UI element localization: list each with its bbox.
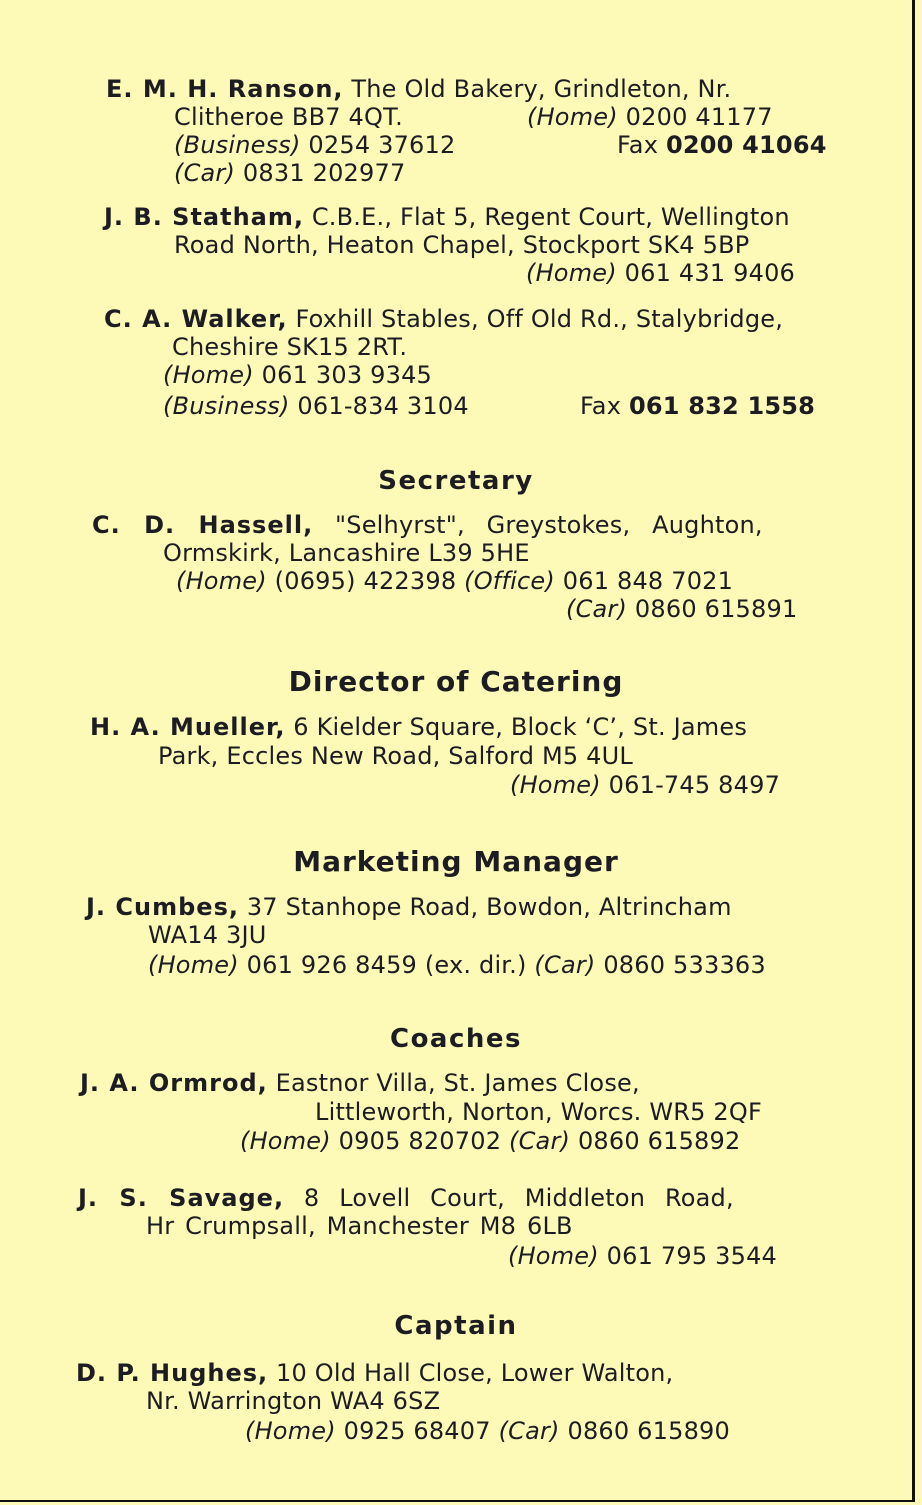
address-line: Littleworth, Norton, Worcs. WR5 2QF xyxy=(315,1098,762,1126)
phone-label: (Home) xyxy=(245,1417,336,1445)
person-name: J. A. Ormrod, xyxy=(80,1069,268,1097)
phone-number: 0860 615890 xyxy=(567,1417,730,1445)
person-name: J. B. Statham, xyxy=(104,203,304,231)
fax-label: Fax xyxy=(617,131,659,159)
address-line: 6 Kielder Square, Block ‘C’, St. James xyxy=(293,713,748,741)
phone-label: (Car) xyxy=(174,159,236,187)
address-line: Road North, Heaton Chapel, Stockport SK4 5BP xyxy=(174,231,750,259)
phone-number: 061 926 8459 (ex. dir.) xyxy=(246,951,527,979)
address-line: Park, Eccles New Road, Salford M5 4UL xyxy=(158,742,633,770)
phone-number: 0200 41177 xyxy=(625,103,773,131)
phone-label: (Car) xyxy=(498,1417,560,1445)
phone-number: 0860 615891 xyxy=(634,595,798,623)
phone-label: (Home) xyxy=(527,103,618,131)
person-name: E. M. H. Ranson, xyxy=(106,75,344,103)
address-line: C.B.E., Flat 5, Regent Court, Wellington xyxy=(311,203,790,231)
address-line: Cheshire SK15 2RT. xyxy=(172,333,408,361)
phone-number: 0831 202977 xyxy=(242,159,406,187)
address-line: Ormskirk, Lancashire L39 5HE xyxy=(163,539,530,567)
phone-number: (0695) 422398 xyxy=(274,567,457,595)
person-name: D. P. Hughes, xyxy=(76,1359,269,1387)
phone-number: 0925 68407 xyxy=(343,1417,491,1445)
phone-number: 061-834 3104 xyxy=(297,392,469,420)
address-line: The Old Bakery, Grindleton, Nr. xyxy=(351,75,732,103)
phone-number: 061 431 9406 xyxy=(624,259,796,287)
person-name: C. A. Walker, xyxy=(104,305,288,333)
person-name: J. S. Savage, xyxy=(78,1184,285,1212)
address-line: Eastnor Villa, St. James Close, xyxy=(275,1069,640,1097)
phone-label: (Home) xyxy=(163,361,254,389)
phone-number: 0254 37612 xyxy=(308,131,456,159)
address-line: 37 Stanhope Road, Bowdon, Altrincham xyxy=(246,893,732,921)
phone-number: 061 795 3544 xyxy=(606,1242,778,1270)
phone-number: 0860 615892 xyxy=(577,1127,741,1155)
phone-number: 061-745 8497 xyxy=(608,771,781,799)
address-line: 10 Old Hall Close, Lower Walton, xyxy=(276,1359,674,1387)
section-heading-catering: Director of Catering xyxy=(288,665,624,698)
address-line: WA14 3JU xyxy=(148,921,267,949)
fax-label: Fax xyxy=(580,392,622,420)
phone-label: (Home) xyxy=(240,1127,331,1155)
section-heading-secretary: Secretary xyxy=(378,466,534,496)
address-line: Nr. Warrington WA4 6SZ xyxy=(146,1387,441,1415)
address-line: "Selhyrst", Greystokes, Aughton, xyxy=(335,511,763,539)
phone-number: 061 848 7021 xyxy=(562,567,734,595)
phone-label: (Home) xyxy=(526,259,617,287)
phone-label: (Office) xyxy=(464,567,555,595)
phone-number: 061 303 9345 xyxy=(261,361,433,389)
phone-label: (Home) xyxy=(508,1242,599,1270)
fax-number: 061 832 1558 xyxy=(628,392,816,420)
phone-number: 0905 820702 xyxy=(338,1127,502,1155)
phone-number: 0860 533363 xyxy=(603,951,766,979)
address-line: Foxhill Stables, Off Old Rd., Stalybridge, xyxy=(295,305,784,333)
address-line: Hr Crumpsall, Manchester M8 6LB xyxy=(146,1212,573,1240)
section-heading-marketing: Marketing Manager xyxy=(293,845,619,878)
section-heading-captain: Captain xyxy=(394,1311,518,1341)
person-name: J. Cumbes, xyxy=(86,893,239,921)
phone-label: (Car) xyxy=(566,595,628,623)
address-line: Clitheroe BB7 4QT. xyxy=(174,103,403,131)
phone-label: (Business) xyxy=(174,131,301,159)
phone-label: (Car) xyxy=(509,1127,571,1155)
phone-label: (Home) xyxy=(510,771,601,799)
person-name: C. D. Hassell, xyxy=(92,511,314,539)
fax-number: 0200 41064 xyxy=(665,131,827,159)
address-line: 8 Lovell Court, Middleton Road, xyxy=(303,1184,734,1212)
person-name: H. A. Mueller, xyxy=(90,713,286,741)
section-heading-coaches: Coaches xyxy=(389,1024,523,1054)
phone-label: (Home) xyxy=(148,951,239,979)
phone-label: (Car) xyxy=(534,951,596,979)
phone-label: (Business) xyxy=(163,392,290,420)
phone-label: (Home) xyxy=(176,567,267,595)
